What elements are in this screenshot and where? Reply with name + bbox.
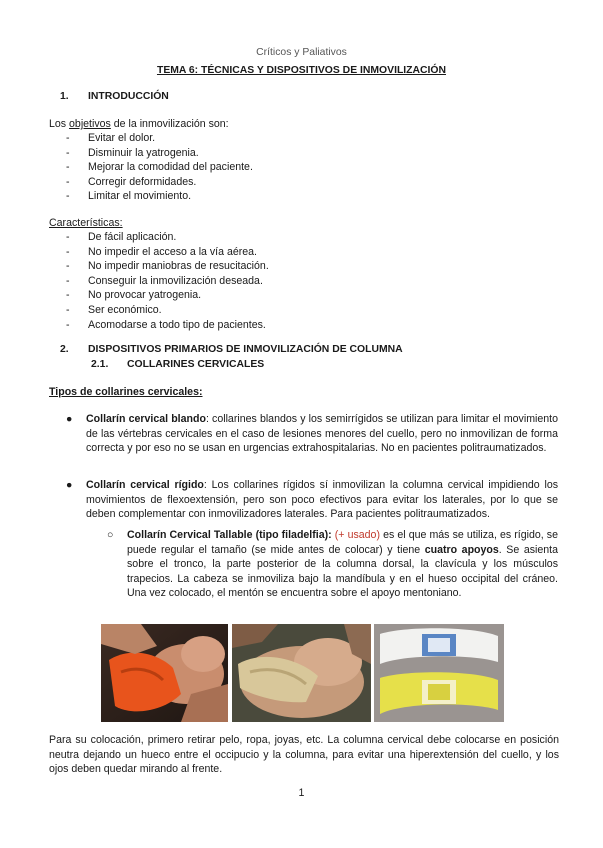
caracteristicas-list bbox=[62, 230, 269, 332]
photo-collar-models bbox=[374, 624, 504, 722]
section-heading-introduccion bbox=[60, 90, 169, 105]
term: Collarín cervical blando bbox=[86, 413, 206, 425]
circle-bullet-icon: ○ bbox=[107, 529, 114, 541]
list-item: - Limitar el movimiento. bbox=[66, 190, 192, 203]
list-item: - Ser económico. bbox=[66, 303, 162, 316]
list-item: - Disminuir la yatrogenia. bbox=[66, 146, 199, 159]
subsection-number: 2.1. bbox=[91, 359, 109, 370]
term: Collarín cervical rígido bbox=[86, 479, 204, 491]
bullet-dot-icon: ● bbox=[66, 413, 73, 425]
section-number: 2. bbox=[60, 344, 69, 355]
bullet-collarin-blando bbox=[66, 412, 558, 456]
colocacion-paragraph: Para su colocación, primero retirar pelo, ropa, joyas, etc. La columna cervical debe colocarse en posición neutra dejando un hueco entre el occipucio y la columna, para evitar una hiperextensión del cuello, y los ojos deben quedar mirando al frente. bbox=[49, 734, 559, 776]
subsection-label: COLLARINES CERVICALES bbox=[127, 359, 265, 370]
bullet-dot-icon: ● bbox=[66, 479, 73, 491]
definition: : Los collarines rígidos sí inmovilizan la columna cervical impidiendo los movimientos de flexoextensión, pero son poco efectivos para evitar los laterales, por lo que se deben complementar con inmovilizadores laterales. Para pacientes politraumatizados. bbox=[86, 479, 559, 521]
list-item: - Mejorar la comodidad del paciente. bbox=[66, 161, 253, 174]
section-label: INTRODUCCIÓN bbox=[88, 91, 169, 102]
section-number: 1. bbox=[60, 91, 69, 102]
list-item: - Evitar el dolor. bbox=[66, 132, 156, 144]
list-item: - De fácil aplicación. bbox=[66, 231, 177, 243]
running-header: Críticos y Paliativos bbox=[256, 47, 347, 58]
list-item: - Conseguir la inmovilización deseada. bbox=[66, 274, 263, 287]
section-heading-dispositivos bbox=[60, 343, 403, 358]
list-item: - No impedir el acceso a la vía aérea. bbox=[66, 245, 257, 258]
objetivos-list bbox=[62, 131, 253, 204]
sub-bullet-collarin-tallable: ○ Collarín Cervical Tallable (tipo filadelfia): (+ usado) es el que más se utiliza, es rígido, se puede regular el tamaño (se mide antes de colocar) y tiene cuatro apoyos. Se asienta sobre el tronco, la parte posterior de la columna dorsal, la clavícula y los músculos trapecios. La cabeza se inmoviliza bajo la mandíbula y en el hueso occipital del cráneo. Una vez colocado, el mentón se encuentra sobre el apoyo mentoniano. bbox=[107, 529, 558, 600]
bullet-collarin-rigido bbox=[66, 478, 558, 522]
photo-orange-collar bbox=[101, 624, 228, 722]
document-title: TEMA 6: TÉCNICAS Y DISPOSITIVOS DE INMOVILIZACIÓN bbox=[156, 65, 447, 76]
photo-beige-collar bbox=[232, 624, 371, 722]
cuatro-apoyos: cuatro apoyos bbox=[424, 543, 499, 556]
list-item: - No provocar yatrogenia. bbox=[66, 289, 202, 302]
list-item: - Corregir deformidades. bbox=[66, 175, 197, 188]
caracteristicas-heading: Características: bbox=[49, 217, 123, 229]
term: Collarín Cervical Tallable (tipo filadelfia) bbox=[127, 529, 329, 541]
objetivos-term: objetivos bbox=[69, 118, 111, 130]
objetivos-intro-pre: Los bbox=[49, 118, 70, 130]
page-number: 1 bbox=[298, 787, 305, 799]
objetivos-intro bbox=[49, 117, 559, 132]
objetivos-intro-post: de la inmovilización son: bbox=[110, 118, 229, 130]
highlight-mas-usado: (+ usado) bbox=[334, 529, 380, 541]
tipos-heading: Tipos de collarines cervicales: bbox=[49, 386, 203, 398]
list-item: - No impedir maniobras de resucitación. bbox=[66, 260, 269, 273]
subsection-heading-collarines bbox=[91, 358, 264, 373]
section-label: DISPOSITIVOS PRIMARIOS DE INMOVILIZACIÓN DE COLUMNA bbox=[88, 344, 403, 355]
list-item: - Acomodarse a todo tipo de pacientes. bbox=[66, 318, 266, 331]
definition: : collarines blandos y los semirrígidos se utilizan para limitar el movimiento de las vértebras cervicales en el caso de lesiones menores del cuello, pero no inmovilizan de forma correcta y por eso no se usan en urgencias extrahospitalarias. No en pacientes politraumatizados. bbox=[86, 413, 558, 455]
